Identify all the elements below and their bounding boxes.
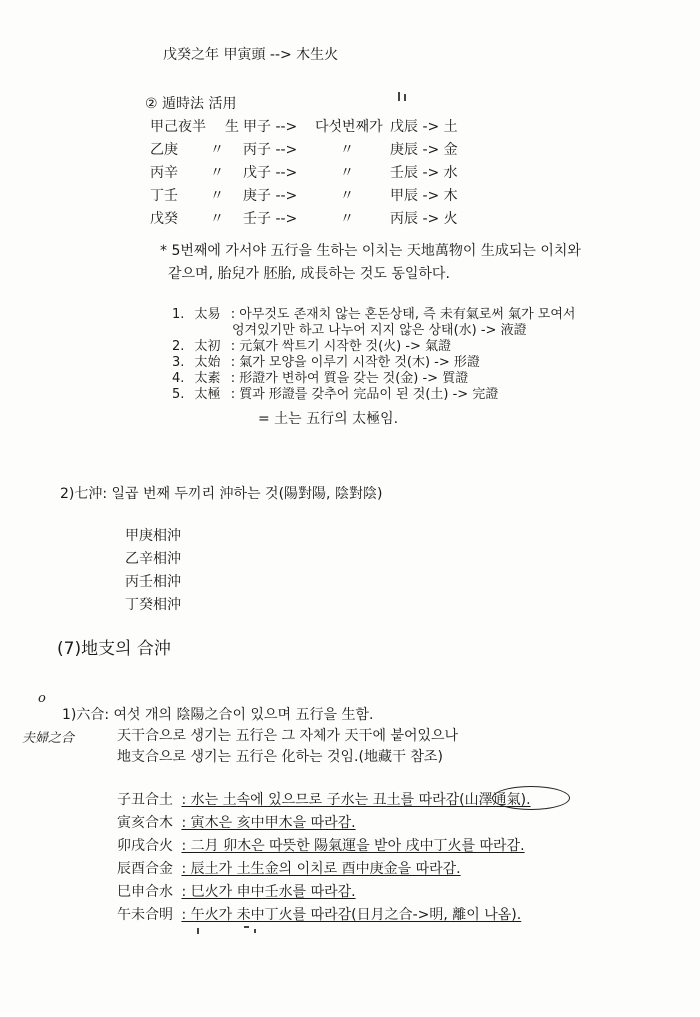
row-mark: 〃 — [210, 165, 224, 181]
row-result: 庚辰 -> 金 — [390, 142, 458, 158]
row-pair: 戊癸 — [150, 211, 178, 227]
stage-name: 太始 — [194, 355, 221, 370]
combo-text: : 午火가 未中丁火를 따라감(日月之合->明, 離이 나옴). — [181, 907, 522, 923]
stage-text: : 아무것도 존재치 않는 혼돈상태, 즉 未有氣로써 氣가 모여서 — [230, 307, 576, 322]
handwritten-circle — [492, 786, 570, 810]
row-mark: 生 — [225, 119, 239, 135]
row-pair: 甲己夜半 — [150, 119, 206, 135]
stage-text: : 元氣가 싹트기 시작한 것(火) -> 氣證 — [230, 339, 452, 354]
top-line: 戊癸之年 甲寅頭 --> 木生火 — [163, 47, 339, 63]
row-result: 丙辰 -> 火 — [390, 211, 458, 227]
row-mid: 〃 — [340, 142, 354, 158]
combo-text: : 二月 卯木은 따뜻한 陽氣運을 받아 戌中丁火를 따라감. — [181, 838, 525, 854]
list-item — [117, 860, 461, 878]
stage-number: 1. — [172, 307, 185, 322]
stage-name: 太素 — [194, 371, 221, 386]
stray-mark — [244, 926, 249, 928]
combo-text: : 寅木은 亥中甲木을 따라감. — [181, 815, 356, 831]
stage-number: 5. — [172, 387, 185, 402]
combo-label: 午未合明 — [117, 907, 173, 923]
stray-mark — [197, 928, 199, 934]
stage-number: 3. — [172, 355, 185, 370]
stage-number: 4. — [172, 371, 185, 386]
row-result: 甲辰 -> 木 — [390, 188, 458, 204]
row-mid: 〃 — [340, 165, 354, 181]
row-mid: 다섯번째가 — [315, 119, 383, 135]
section2-title: ② 遁時法 活用 — [145, 96, 237, 112]
list-item — [117, 906, 521, 924]
combo-label: 寅亥合木 — [117, 815, 173, 831]
stage-name: 太易 — [194, 307, 221, 322]
row-pair: 丁壬 — [150, 188, 178, 204]
combo-label: 巳申合水 — [117, 884, 173, 900]
combo-label: 卯戌合火 — [117, 838, 173, 854]
stage-summary: = 土는 五行의 太極임. — [258, 411, 399, 427]
row-pair: 丙辛 — [150, 165, 178, 181]
list-item: 丁癸相沖 — [125, 597, 181, 613]
row-result: 戊辰 -> 土 — [390, 119, 458, 135]
stray-mark — [404, 94, 406, 101]
stage-text: : 質과 形證를 갖추어 完品이 된 것(土) -> 完證 — [230, 387, 499, 402]
section7-title: (7)地支의 合沖 — [57, 639, 171, 659]
list-item — [117, 837, 525, 855]
row-branch: 戊子 --> — [243, 165, 298, 181]
list-item: 乙辛相沖 — [125, 551, 181, 567]
six-he-line-3: 地支合으로 생기는 五行은 化하는 것임.(地藏干 참조) — [117, 749, 443, 765]
list-item — [172, 386, 498, 404]
margin-mark: o — [38, 691, 46, 706]
six-he-line-2: 天干合으로 생기는 五行은 그 자체가 天干에 붙어있으나 — [117, 728, 459, 744]
stage-text: 엉겨있기만 하고 나누어 지지 않은 상태(水) -> 液證 — [232, 323, 527, 338]
note-line-2: 같으며, 胎兒가 胚胎, 成長하는 것도 동일하다. — [168, 266, 450, 282]
margin-note: 夫婦之合 — [22, 731, 75, 746]
row-branch: 庚子 --> — [243, 188, 298, 204]
row-mid: 〃 — [340, 211, 354, 227]
stage-name: 太初 — [194, 339, 221, 354]
combo-text: : 水는 土속에 있으므로 子水는 丑土를 따라감(山澤通氣). — [181, 792, 531, 808]
row-mid: 〃 — [340, 188, 354, 204]
list-item: 丙壬相沖 — [125, 574, 181, 590]
stage-name: 太極 — [194, 387, 221, 402]
row-branch: 丙子 --> — [243, 142, 298, 158]
row-pair: 乙庚 — [150, 142, 178, 158]
row-branch: 甲子 --> — [243, 119, 298, 135]
combo-text: : 巳火가 申中壬水를 따라감. — [181, 884, 356, 900]
seven-chong-title: 2)七沖: 일곱 번째 두끼리 沖하는 것(陽對陽, 陰對陰) — [60, 486, 383, 502]
six-he-title: 1)六合: 여섯 개의 陰陽之合이 있으며 五行을 生함. — [62, 707, 374, 723]
stray-mark — [254, 929, 256, 933]
row-mark: 〃 — [210, 142, 224, 158]
stage-number: 2. — [172, 339, 185, 354]
stage-text: : 氣가 모양을 이루기 시작한 것(木) -> 形證 — [230, 355, 480, 370]
note-line-1: * 5번째에 가서야 五行을 生하는 이치는 天地萬物이 生成되는 이치와 — [160, 243, 581, 259]
list-item — [117, 791, 531, 809]
row-mark: 〃 — [210, 188, 224, 204]
stray-mark — [398, 92, 400, 101]
list-item — [117, 883, 356, 901]
list-item — [117, 814, 356, 832]
combo-label: 子丑合土 — [117, 792, 173, 808]
combo-label: 辰酉合金 — [117, 861, 173, 877]
list-item: 甲庚相沖 — [125, 528, 181, 544]
row-result: 壬辰 -> 水 — [390, 165, 458, 181]
stage-text: : 形證가 변하여 質을 갖는 것(金) -> 質證 — [230, 371, 469, 386]
combo-text: : 辰土가 土生金의 이치로 酉中庚金을 따라감. — [181, 861, 461, 877]
row-branch: 壬子 --> — [243, 211, 298, 227]
row-mark: 〃 — [210, 211, 224, 227]
